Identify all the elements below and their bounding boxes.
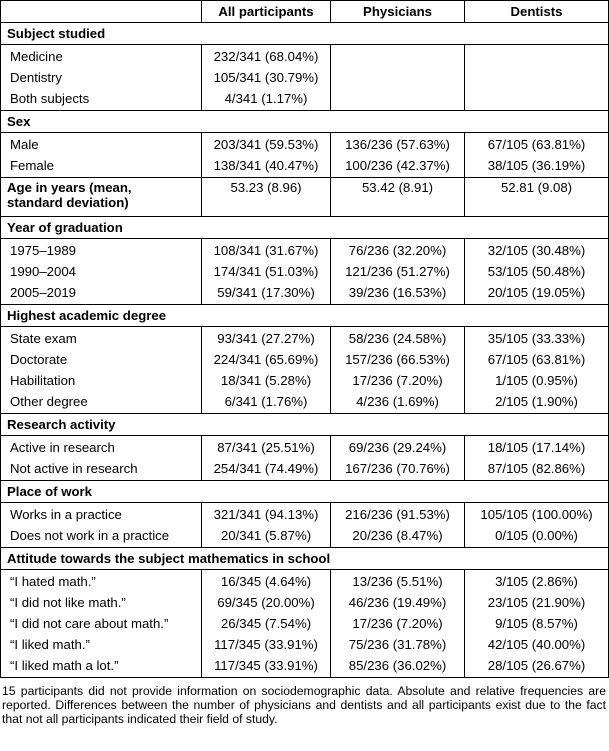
section-title: Sex (1, 111, 609, 133)
table-row (1, 503, 609, 526)
cell-dentists: 2/105 (1.90%) (465, 391, 609, 414)
header-row (1, 1, 609, 23)
cell-all-participants: 321/341 (94.13%) (202, 503, 331, 526)
cell-dentists: 35/105 (33.33%) (465, 327, 609, 350)
cell-dentists: 1/105 (0.95%) (465, 370, 609, 391)
row-label: Both subjects (1, 88, 202, 111)
row-label: Does not work in a practice (1, 525, 202, 548)
table-row (1, 67, 609, 88)
cell-dentists: 0/105 (0.00%) (465, 525, 609, 548)
table-row (1, 525, 609, 548)
row-label: Not active in research (1, 458, 202, 481)
cell-physicians: 13/236 (5.51%) (331, 570, 465, 593)
table-row (1, 391, 609, 414)
row-label: State exam (1, 327, 202, 350)
cell-all-participants: 174/341 (51.03%) (202, 261, 331, 282)
cell-dentists: 67/105 (63.81%) (465, 349, 609, 370)
row-label: Male (1, 133, 202, 156)
row-label: 2005–2019 (1, 282, 202, 305)
cell-all-participants: 26/345 (7.54%) (202, 613, 331, 634)
cell-dentists (465, 45, 609, 68)
cell-physicians: 167/236 (70.76%) (331, 458, 465, 481)
cell-physicians: 216/236 (91.53%) (331, 503, 465, 526)
cell-physicians: 4/236 (1.69%) (331, 391, 465, 414)
cell-physicians: 39/236 (16.53%) (331, 282, 465, 305)
cell-physicians: 136/236 (57.63%) (331, 133, 465, 156)
section-title: Research activity (1, 414, 609, 436)
cell-physicians (331, 88, 465, 111)
cell-physicians (331, 45, 465, 68)
table-row (1, 327, 609, 350)
section-header-row (1, 481, 609, 503)
section-title: Highest academic degree (1, 305, 609, 327)
section-header-row (1, 548, 609, 570)
section-header-row (1, 305, 609, 327)
cell-physicians: 17/236 (7.20%) (331, 613, 465, 634)
row-label: Doctorate (1, 349, 202, 370)
table-row (1, 436, 609, 459)
table-row (1, 155, 609, 178)
table-row (1, 634, 609, 655)
age-label (1, 178, 202, 217)
table-row (1, 613, 609, 634)
cell-dentists: 20/105 (19.05%) (465, 282, 609, 305)
section-header-row (1, 23, 609, 45)
cell-all-participants: 232/341 (68.04%) (202, 45, 331, 68)
cell-all-participants: 20/341 (5.87%) (202, 525, 331, 548)
row-label: “I liked math.” (1, 634, 202, 655)
table-row (1, 282, 609, 305)
cell-dentists (465, 88, 609, 111)
table-row (1, 458, 609, 481)
header-all-participants: All participants (202, 1, 331, 23)
table-row (1, 88, 609, 111)
section-title: Attitude towards the subject mathematics in school (1, 548, 609, 570)
cell-dentists: 3/105 (2.86%) (465, 570, 609, 593)
cell-dentists: 18/105 (17.14%) (465, 436, 609, 459)
cell-all-participants: 203/341 (59.53%) (202, 133, 331, 156)
cell-all-participants: 6/341 (1.76%) (202, 391, 331, 414)
section-header-row (1, 414, 609, 436)
row-label: “I liked math a lot.” (1, 655, 202, 678)
age-label-line2: standard deviation) (7, 195, 129, 210)
cell-physicians: 75/236 (31.78%) (331, 634, 465, 655)
table-body (1, 23, 609, 678)
cell-all-participants: 117/345 (33.91%) (202, 655, 331, 678)
cell-dentists: 32/105 (30.48%) (465, 239, 609, 262)
table-row (1, 239, 609, 262)
cell-physicians: 100/236 (42.37%) (331, 155, 465, 178)
section-header-row (1, 111, 609, 133)
row-label: Dentistry (1, 67, 202, 88)
row-label: Female (1, 155, 202, 178)
table-row (1, 370, 609, 391)
header-blank (1, 1, 202, 23)
age-all-participants: 53.23 (8.96) (202, 178, 331, 217)
cell-all-participants: 105/341 (30.79%) (202, 67, 331, 88)
section-title: Year of graduation (1, 217, 609, 239)
cell-physicians: 157/236 (66.53%) (331, 349, 465, 370)
section-header-row (1, 217, 609, 239)
header-physicians: Physicians (331, 1, 465, 23)
cell-dentists: 23/105 (21.90%) (465, 592, 609, 613)
table-row (1, 592, 609, 613)
section-title: Place of work (1, 481, 609, 503)
table-row (1, 45, 609, 68)
cell-all-participants: 87/341 (25.51%) (202, 436, 331, 459)
cell-physicians: 85/236 (36.02%) (331, 655, 465, 678)
row-label: “I did not like math.” (1, 592, 202, 613)
cell-all-participants: 59/341 (17.30%) (202, 282, 331, 305)
cell-all-participants: 117/345 (33.91%) (202, 634, 331, 655)
cell-physicians: 20/236 (8.47%) (331, 525, 465, 548)
section-title: Subject studied (1, 23, 609, 45)
cell-all-participants: 16/345 (4.64%) (202, 570, 331, 593)
cell-all-participants: 4/341 (1.17%) (202, 88, 331, 111)
table-row (1, 261, 609, 282)
table-footnote: 15 participants did not provide information on sociodemographic data. Absolute and relative frequencies are reported. Differences between the number of physicians and dentists and all participants exist due to the fact that not all participants indicated their field of study. (2, 684, 606, 726)
table-row (1, 349, 609, 370)
cell-all-participants: 18/341 (5.28%) (202, 370, 331, 391)
cell-physicians: 76/236 (32.20%) (331, 239, 465, 262)
row-label: Habilitation (1, 370, 202, 391)
row-label: 1975–1989 (1, 239, 202, 262)
cell-physicians: 69/236 (29.24%) (331, 436, 465, 459)
cell-dentists: 87/105 (82.86%) (465, 458, 609, 481)
row-label: “I hated math.” (1, 570, 202, 593)
row-label: 1990–2004 (1, 261, 202, 282)
table-row (1, 655, 609, 678)
age-row (1, 178, 609, 217)
cell-physicians: 17/236 (7.20%) (331, 370, 465, 391)
cell-dentists: 42/105 (40.00%) (465, 634, 609, 655)
cell-all-participants: 224/341 (65.69%) (202, 349, 331, 370)
header-dentists: Dentists (465, 1, 609, 23)
age-physicians: 53.42 (8.91) (331, 178, 465, 217)
row-label: “I did not care about math.” (1, 613, 202, 634)
cell-dentists: 28/105 (26.67%) (465, 655, 609, 678)
cell-all-participants: 69/345 (20.00%) (202, 592, 331, 613)
cell-dentists: 67/105 (63.81%) (465, 133, 609, 156)
cell-dentists: 105/105 (100.00%) (465, 503, 609, 526)
age-label-line1: Age in years (mean, (7, 180, 132, 195)
table-row (1, 133, 609, 156)
row-label: Works in a practice (1, 503, 202, 526)
row-label: Active in research (1, 436, 202, 459)
cell-all-participants: 254/341 (74.49%) (202, 458, 331, 481)
age-dentists: 52.81 (9.08) (465, 178, 609, 217)
cell-physicians: 121/236 (51.27%) (331, 261, 465, 282)
cell-dentists: 38/105 (36.19%) (465, 155, 609, 178)
cell-dentists: 53/105 (50.48%) (465, 261, 609, 282)
cell-physicians: 58/236 (24.58%) (331, 327, 465, 350)
cell-dentists: 9/105 (8.57%) (465, 613, 609, 634)
row-label: Other degree (1, 391, 202, 414)
cell-dentists (465, 67, 609, 88)
cell-all-participants: 93/341 (27.27%) (202, 327, 331, 350)
row-label: Medicine (1, 45, 202, 68)
table-row (1, 570, 609, 593)
cell-physicians: 46/236 (19.49%) (331, 592, 465, 613)
cell-all-participants: 138/341 (40.47%) (202, 155, 331, 178)
cell-all-participants: 108/341 (31.67%) (202, 239, 331, 262)
cell-physicians (331, 67, 465, 88)
